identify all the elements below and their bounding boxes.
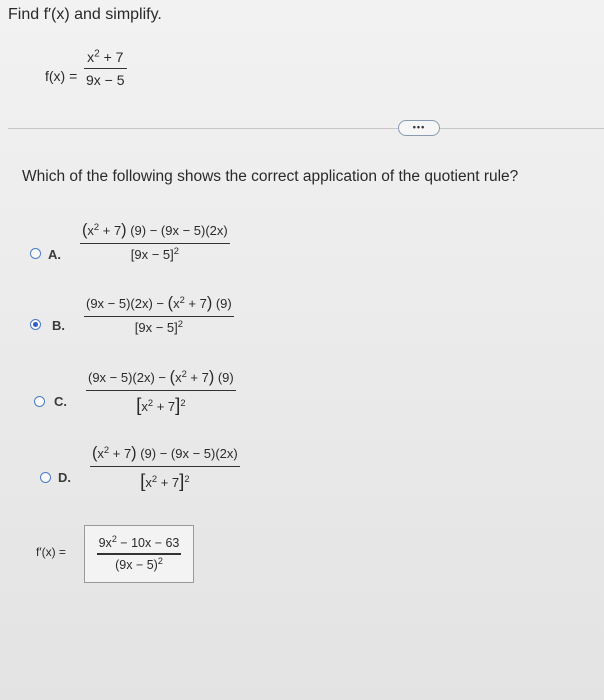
option-c-numerator: $(9x - 5)(2x) - (x^2 + 7)$ (9) [88,368,234,386]
answer-label: f′(x) = [36,545,66,559]
option-c-radio[interactable] [34,396,45,407]
option-c-letter: C. [54,394,67,409]
question-text: Which of the following shows the correct application of the quotient rule? [22,168,519,185]
option-d-fraction[interactable] [90,444,240,492]
answer-input-box[interactable] [84,525,194,583]
option-d-numerator: $(x^2 + 7) (9) - (9x - 5)(2x)$ [92,444,238,462]
section-divider [8,128,604,129]
instruction-text: Find f′(x) and simplify. [8,6,162,23]
function-label: f(x) = [45,68,78,84]
option-a-letter: A. [48,247,61,262]
option-d-radio[interactable] [40,472,51,483]
option-b-denominator: $[9x - 5]^2$ [134,319,183,336]
expand-more-button[interactable]: ••• [398,120,440,136]
answer-numerator: $9x^2 - 10x - 63$ [98,534,180,551]
answer-denominator: $(9x - 5)^2$ [115,555,163,572]
option-d-letter: D. [58,470,71,485]
option-a-fraction[interactable] [80,221,230,262]
option-a-denominator: $[9x - 5]^2$ [130,246,179,263]
option-c-fraction[interactable] [86,368,236,416]
function-denominator: 9x − 5 [86,72,125,89]
option-d-denominator: $[x^2 + 7]^2$ [140,470,190,492]
option-b-radio[interactable] [30,319,41,330]
option-b-letter: B. [52,318,65,333]
option-a-numerator: $(x^2 + 7) (9) - (9x - 5)(2x)$ [82,221,228,239]
option-c-denominator: $[x^2 + 7]^2$ [136,394,186,416]
function-fraction [84,49,127,88]
option-a-radio[interactable] [30,248,41,259]
option-b-fraction[interactable] [84,294,234,335]
option-b-numerator: $(9x - 5)(2x) - (x^2 + 7)$ (9) [86,294,232,312]
function-numerator: $x^2 + 7$ [87,48,124,65]
